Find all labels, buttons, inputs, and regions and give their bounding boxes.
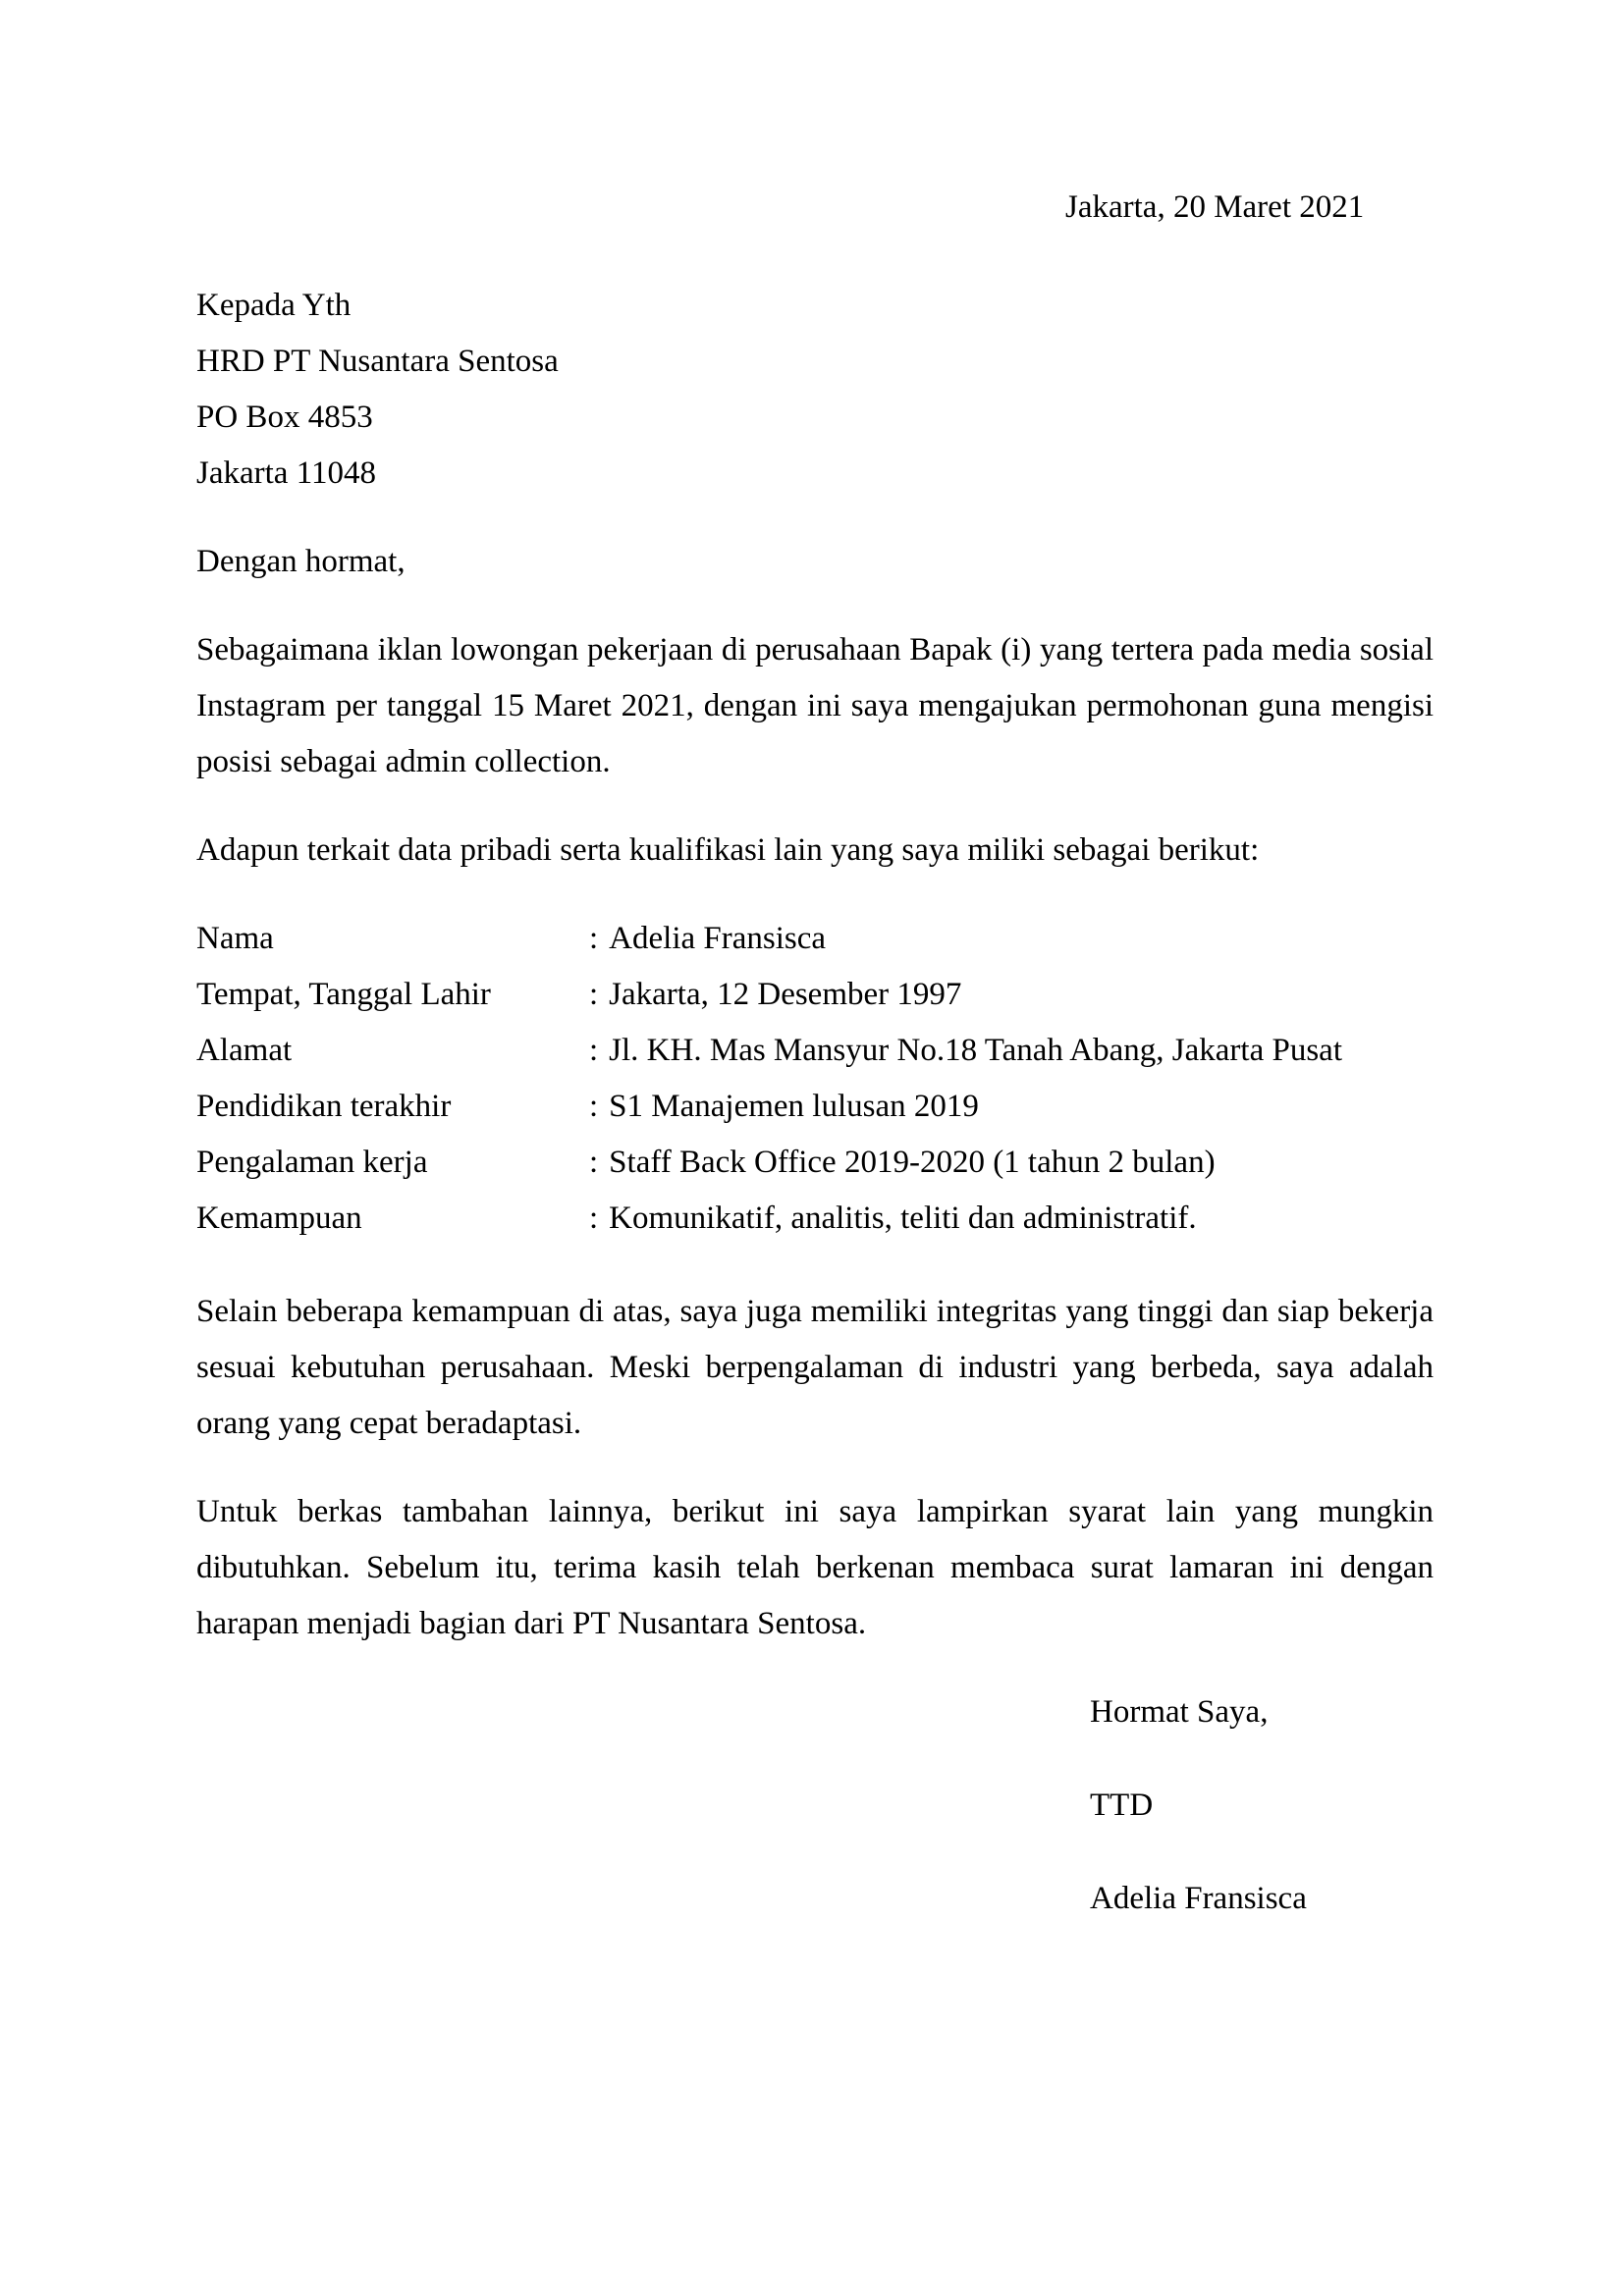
attachment-paragraph-line: Untuk berkas tambahan lainnya, berikut ini saya lampirkan syarat lain yang mungkin: [196, 1494, 1434, 1529]
skills-paragraph-line: sesuai kebutuhan perusahaan. Meski berpengalaman di industri yang berbeda, saya adalah: [196, 1350, 1434, 1385]
skills-paragraph: [196, 1284, 1434, 1452]
data-colon: :: [589, 1089, 599, 1124]
data-colon: :: [589, 1145, 599, 1180]
data-label: Nama: [196, 921, 274, 956]
recipient-line-kepada-yth: Kepada Yth: [196, 288, 352, 323]
data-colon: :: [589, 977, 599, 1012]
recipient-block: [196, 278, 1434, 502]
recipient-line-city: Jakarta 11048: [196, 455, 376, 491]
opening-salutation: Dengan hormat,: [196, 544, 406, 579]
data-label: Alamat: [196, 1033, 293, 1068]
data-label: Pengalaman kerja: [196, 1145, 428, 1180]
signature-placeholder-ttd: TTD: [1090, 1788, 1154, 1823]
data-label: Kemampuan: [196, 1201, 362, 1236]
opening-paragraph-line: Instagram per tanggal 15 Maret 2021, dengan ini saya mengajukan permohonan guna mengisi: [196, 688, 1434, 723]
data-row-nama: [196, 911, 1434, 967]
data-value: Staff Back Office 2019-2020 (1 tahun 2 bulan): [609, 1145, 1216, 1180]
letter-date: Jakarta, 20 Maret 2021: [1065, 189, 1365, 225]
attachment-paragraph: [196, 1484, 1434, 1652]
data-row-pengalaman-kerja: [196, 1135, 1434, 1191]
recipient-line-company: HRD PT Nusantara Sentosa: [196, 344, 559, 379]
attachment-paragraph-line: harapan menjadi bagian dari PT Nusantara Sentosa.: [196, 1606, 867, 1641]
data-row-pendidikan: [196, 1079, 1434, 1135]
opening-paragraph-line: Sebagaimana iklan lowongan pekerjaan di perusahaan Bapak (i) yang tertera pada media sosial: [196, 632, 1434, 667]
personal-data-list: [196, 911, 1434, 1247]
opening-paragraph-line: posisi sebagai admin collection.: [196, 744, 611, 779]
data-colon: :: [589, 921, 599, 956]
data-label: Tempat, Tanggal Lahir: [196, 977, 491, 1012]
signer-name: Adelia Fransisca: [1090, 1881, 1307, 1916]
data-row-kemampuan: [196, 1191, 1434, 1247]
skills-paragraph-line: Selain beberapa kemampuan di atas, saya juga memiliki integritas yang tinggi dan siap bekerja: [196, 1294, 1434, 1329]
data-value: Jl. KH. Mas Mansyur No.18 Tanah Abang, Jakarta Pusat: [609, 1033, 1342, 1068]
data-value: Jakarta, 12 Desember 1997: [609, 977, 962, 1012]
attachment-paragraph-line: dibutuhkan. Sebelum itu, terima kasih telah berkenan membaca surat lamaran ini dengan: [196, 1550, 1434, 1585]
data-row-alamat: [196, 1023, 1434, 1079]
recipient-line-po-box: PO Box 4853: [196, 400, 373, 435]
data-colon: :: [589, 1033, 599, 1068]
data-row-tempat-tanggal-lahir: [196, 967, 1434, 1023]
data-colon: :: [589, 1201, 599, 1236]
personal-data-intro: Adapun terkait data pribadi serta kualifikasi lain yang saya miliki sebagai berikut:: [196, 832, 1260, 868]
data-value: Komunikatif, analitis, teliti dan administratif.: [609, 1201, 1197, 1236]
opening-paragraph: [196, 622, 1434, 790]
closing-salutation: Hormat Saya,: [1090, 1694, 1269, 1730]
data-label: Pendidikan terakhir: [196, 1089, 452, 1124]
data-value: S1 Manajemen lulusan 2019: [609, 1089, 979, 1124]
skills-paragraph-line: orang yang cepat beradaptasi.: [196, 1406, 582, 1441]
closing-block: [1090, 1684, 1434, 1927]
data-value: Adelia Fransisca: [609, 921, 827, 956]
